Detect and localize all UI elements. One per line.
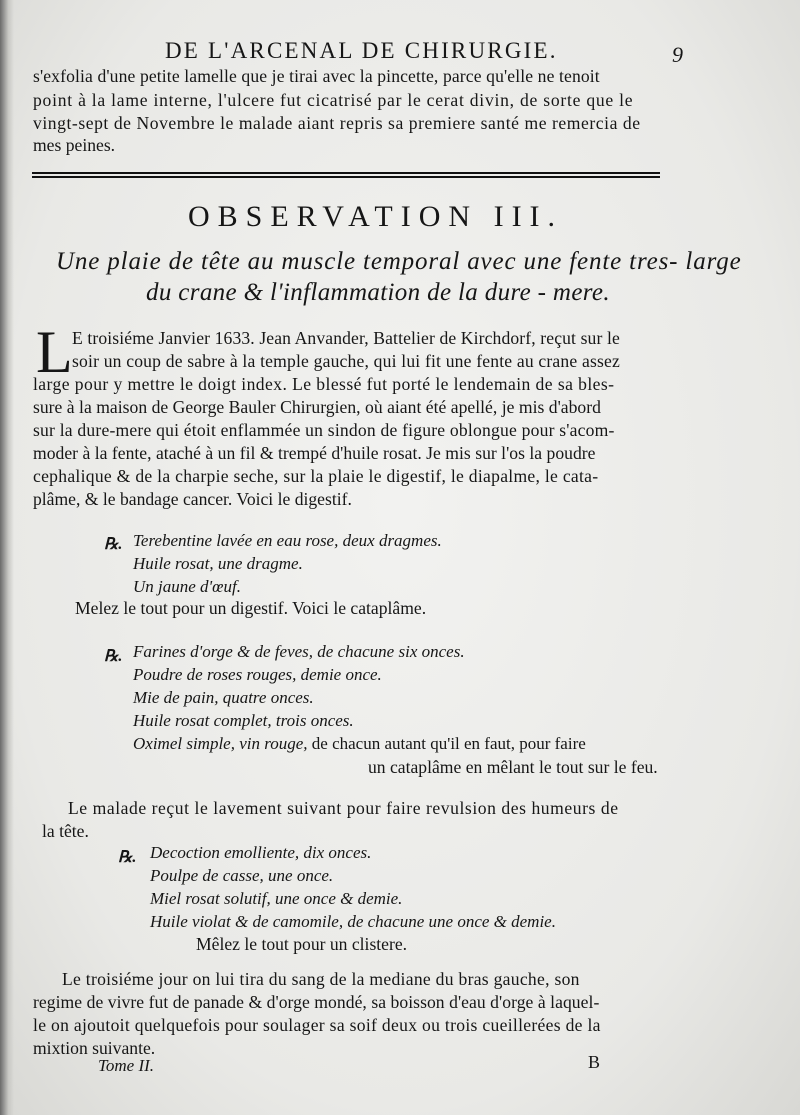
recipe3-item-3: Miel rosat solutif, une once & demie.: [150, 889, 403, 908]
paragraph1-line-4: sure à la maison de George Bauler Chirurgien, où aiant été apellé, je mis d'abord: [33, 397, 601, 417]
recipe3-item-2: Poulpe de casse, une once.: [150, 866, 334, 885]
recipe3-item-1: Decoction emolliente, dix onces.: [150, 843, 372, 862]
recipe2-item-1: Farines d'orge & de feves, de chacune six onces.: [133, 642, 465, 661]
paragraph3-line-2: regime de vivre fut de panade & d'orge mondé, sa boisson d'eau d'orge à laquel-: [33, 992, 600, 1012]
paragraph3-line-3: le on ajoutoit quelquefois pour soulager sa soif deux ou trois cueillerées de la: [33, 1015, 601, 1035]
recipe2-item-4: Huile rosat complet, trois onces.: [133, 711, 354, 730]
observation-subtitle-line-1: Une plaie de tête au muscle temporal avec une fente tres- large: [56, 248, 742, 275]
recipe2-item-5-italic: Oximel simple, vin rouge,: [133, 734, 308, 753]
continuation-line-2: point à la lame interne, l'ulcere fut cicatrisé par le cerat divin, de sorte que le: [33, 90, 634, 110]
observation-subtitle-line-2: du crane & l'inflammation de la dure - mere.: [146, 279, 610, 306]
page-gutter-shadow: [0, 0, 14, 1115]
signature-mark: B: [588, 1052, 601, 1072]
paragraph3-line-1: Le troisiéme jour on lui tira du sang de la mediane du bras gauche, son: [62, 969, 580, 989]
observation-title: OBSERVATION III.: [188, 200, 564, 233]
paragraph1-line-8: plâme, & le bandage cancer. Voici le digestif.: [33, 489, 352, 509]
recipe2-item-5: [133, 734, 586, 754]
page-number: 9: [672, 42, 683, 67]
recipe2-rx-symbol: ℞.: [104, 648, 123, 665]
recipe1-item-2: Huile rosat, une dragme.: [133, 554, 303, 573]
paragraph1-line-6: moder à la fente, ataché à un fil & trempé d'huile rosat. Je mis sur l'os la poudre: [33, 443, 596, 463]
recipe1-item-1: Terebentine lavée en eau rose, deux dragmes.: [133, 531, 442, 550]
recipe2-item-2: Poudre de roses rouges, demie once.: [133, 665, 382, 684]
paragraph1-line-3: large pour y mettre le doigt index. Le blessé fut porté le lendemain de sa bles-: [33, 374, 615, 394]
continuation-line-1: s'exfolia d'une petite lamelle que je tirai avec la pincette, parce qu'elle ne tenoit: [33, 66, 600, 86]
recipe1-item-3: Un jaune d'œuf.: [133, 577, 241, 596]
running-header: DE L'ARCENAL DE CHIRURGIE.: [165, 38, 558, 63]
recipe3-rx-symbol: ℞.: [118, 849, 137, 866]
recipe2-item-3: Mie de pain, quatre onces.: [133, 688, 314, 707]
continuation-line-4: mes peines.: [33, 135, 116, 155]
recipe2-item-5-roman: de chacun autant qu'il en faut, pour faire: [311, 734, 586, 753]
recipe1-rx-symbol: ℞.: [104, 536, 123, 553]
recipe3-instruction: Mêlez le tout pour un clistere.: [196, 934, 408, 954]
section-divider: [32, 172, 660, 178]
paragraph1-line-1: E troisiéme Janvier 1633. Jean Anvander, Battelier de Kirchdorf, reçut sur le: [72, 328, 620, 348]
recipe2-item-5-continuation: un cataplâme en mêlant le tout sur le feu.: [368, 757, 658, 777]
paragraph2-line-1: Le malade reçut le lavement suivant pour faire revulsion des humeurs de: [68, 798, 619, 818]
recipe1-instruction: Melez le tout pour un digestif. Voici le cataplâme.: [75, 598, 427, 618]
continuation-line-3: vingt-sept de Novembre le malade aiant repris sa premiere santé me remercia de: [33, 113, 641, 133]
drop-cap: L: [36, 319, 73, 385]
volume-indicator: Tome II.: [98, 1056, 155, 1075]
paragraph3-line-4: mixtion suivante.: [33, 1038, 156, 1058]
paragraph1-line-2: soir un coup de sabre à la temple gauche, qui lui fit une fente au crane assez: [72, 351, 620, 371]
paragraph1-line-7: cephalique & de la charpie seche, sur la plaie le digestif, le diapalme, le cata-: [33, 466, 599, 486]
paragraph1-line-5: sur la dure-mere qui étoit enflammée un sindon de figure oblongue pour s'acom-: [33, 420, 615, 440]
paragraph2-line-2: la tête.: [42, 821, 89, 841]
recipe3-item-4: Huile violat & de camomile, de chacune une once & demie.: [150, 912, 556, 931]
